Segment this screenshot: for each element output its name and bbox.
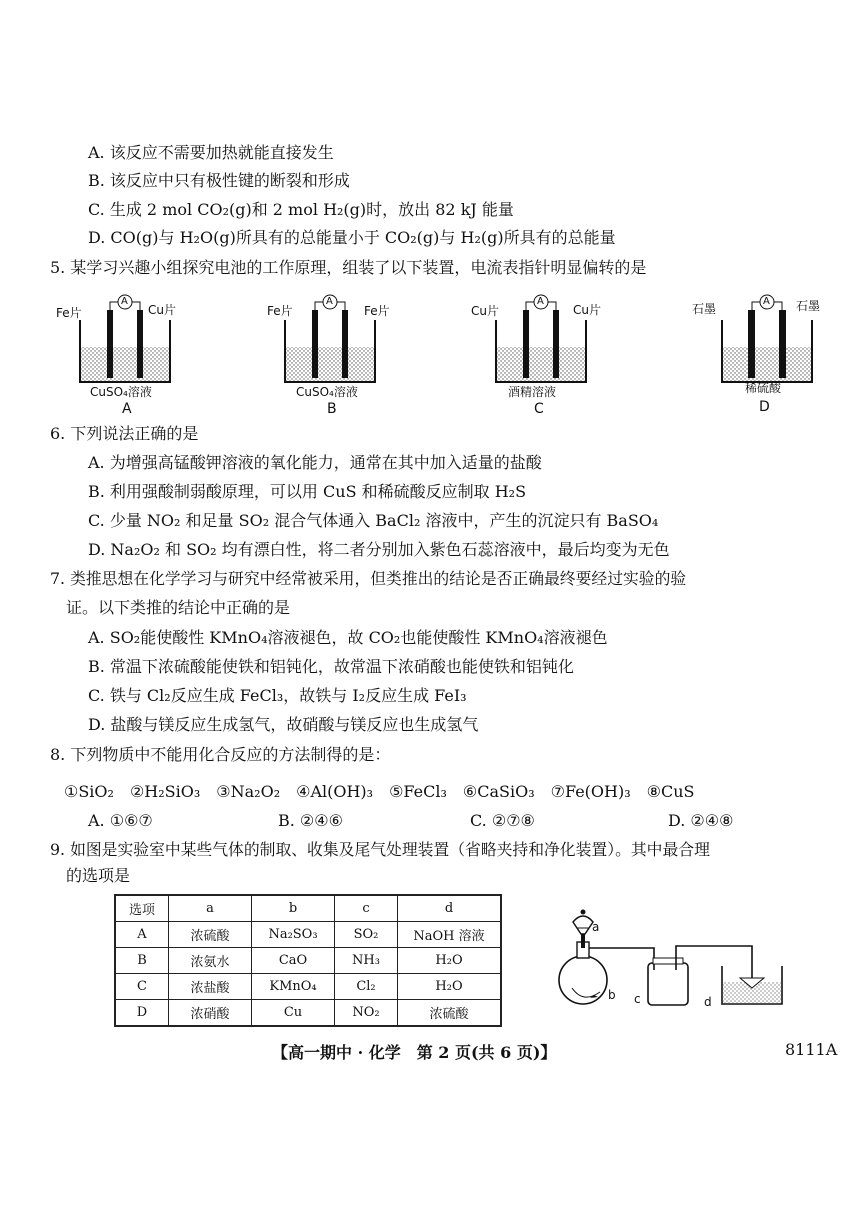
cell-c-left-electrode: Cu片 [471, 304, 499, 318]
table-cell: A [115, 922, 169, 948]
apparatus-label-a: a [592, 920, 600, 934]
cell-d-ammeter-symbol: A [763, 296, 770, 307]
q6-option-d: D. Na₂O₂ 和 SO₂ 均有漂白性，将二者分别加入紫色石蕊溶液中，最后均变为无色 [88, 540, 670, 559]
table-header-cell: c [335, 895, 398, 922]
cell-b-right-electrode: Fe片 [364, 304, 390, 318]
apparatus-label-d: d [704, 995, 712, 1009]
table-cell: NH₃ [335, 948, 398, 974]
q7-option-d: D. 盐酸与镁反应生成氢气，故硝酸与镁反应也生成氢气 [88, 715, 479, 734]
table-cell: B [115, 948, 169, 974]
q4-option-d: D. CO(g)与 H₂O(g)所具有的总能量小于 CO₂(g)与 H₂(g)所具有的总能量 [88, 228, 616, 247]
table-cell: H₂O [398, 948, 502, 974]
q9-stem-line2: 的选项是 [66, 866, 131, 885]
table-cell: Na₂SO₃ [252, 922, 335, 948]
q5-stem: 5. 某学习兴趣小组探究电池的工作原理，组装了以下装置，电流表指针明显偏转的是 [50, 258, 647, 277]
table-header-row [115, 895, 501, 922]
cell-a-left-electrode: Fe片 [56, 306, 82, 320]
q6-option-b: B. 利用强酸制弱酸原理，可以用 CuS 和稀硫酸反应制取 H₂S [88, 482, 527, 501]
table-row [115, 948, 501, 974]
q7-stem-line2: 证。以下类推的结论中正确的是 [66, 598, 291, 617]
q4-option-a: A. 该反应不需要加热就能直接发生 [88, 143, 334, 162]
cell-b-left-electrode: Fe片 [267, 304, 293, 318]
q7-option-b: B. 常温下浓硫酸能使铁和铝钝化，故常温下浓硝酸也能使铁和铝钝化 [88, 657, 574, 676]
q4-option-b: B. 该反应中只有极性键的断裂和形成 [88, 171, 350, 190]
cell-a-letter: A [122, 401, 132, 417]
q6-stem: 6. 下列说法正确的是 [50, 424, 199, 443]
q8-stem: 8. 下列物质中不能用化合反应的方法制得的是： [50, 745, 391, 764]
cell-d-solution: 稀硫酸 [745, 381, 782, 395]
table-cell: 浓硝酸 [169, 1000, 252, 1027]
paper-code: 8111A [785, 1040, 838, 1059]
cell-c-letter: C [534, 401, 544, 417]
page-footer: 【高一期中 · 化学 第 2 页(共 6 页)】 [272, 1043, 557, 1062]
table-row [115, 974, 501, 1000]
apparatus-label-b: b [608, 988, 616, 1002]
q4-option-c: C. 生成 2 mol CO₂(g)和 2 mol H₂(g)时，放出 82 kJ 能量 [88, 200, 514, 219]
cell-c-solution: 酒精溶液 [508, 385, 557, 399]
table-cell: 浓硫酸 [398, 1000, 502, 1027]
cell-b-solution: CuSO₄溶液 [296, 385, 358, 399]
cell-c-ammeter-symbol: A [537, 296, 544, 307]
q6-option-a: A. 为增强高锰酸钾溶液的氧化能力，通常在其中加入适量的盐酸 [88, 453, 542, 472]
table-cell: NaOH 溶液 [398, 922, 502, 948]
cell-b-ammeter-symbol: A [326, 296, 333, 307]
table-cell: Cu [252, 1000, 335, 1027]
table-cell: 浓氨水 [169, 948, 252, 974]
table-cell: KMnO₄ [252, 974, 335, 1000]
table-row [115, 1000, 501, 1027]
q7-option-a: A. SO₂能使酸性 KMnO₄溶液褪色，故 CO₂也能使酸性 KMnO₄溶液褪色 [88, 628, 608, 647]
q7-stem-line1: 7. 类推思想在化学学习与研究中经常被采用，但类推出的结论是否正确最终要经过实验的验 [50, 569, 687, 588]
cell-c-right-electrode: Cu片 [573, 303, 601, 317]
q9-apparatus-diagram [550, 908, 790, 1013]
q8-option-b: B. ②④⑥ [278, 811, 343, 830]
table-header-cell: d [398, 895, 502, 922]
cell-a-ammeter-symbol: A [121, 296, 128, 307]
cell-d-left-electrode: 石墨 [692, 302, 717, 316]
q7-option-c: C. 铁与 Cl₂反应生成 FeCl₃，故铁与 I₂反应生成 FeI₃ [88, 686, 467, 705]
table-cell: 浓盐酸 [169, 974, 252, 1000]
apparatus-label-c: c [634, 992, 641, 1006]
table-row [115, 922, 501, 948]
table-header-cell: b [252, 895, 335, 922]
q9-stem-line1: 9. 如图是实验室中某些气体的制取、收集及尾气处理装置（省略夹持和净化装置）。其中最合理 [50, 840, 710, 859]
table-cell: D [115, 1000, 169, 1027]
table-cell: CaO [252, 948, 335, 974]
cell-d-letter: D [759, 399, 770, 415]
table-header-cell: 选项 [115, 895, 169, 922]
table-header-cell: a [169, 895, 252, 922]
table-cell: SO₂ [335, 922, 398, 948]
cell-d-right-electrode: 石墨 [796, 299, 821, 313]
cell-a-solution: CuSO₄溶液 [90, 385, 152, 399]
table-cell: NO₂ [335, 1000, 398, 1027]
cell-b-letter: B [327, 401, 337, 417]
table-cell: 浓硫酸 [169, 922, 252, 948]
table-cell: H₂O [398, 974, 502, 1000]
q9-options-table [114, 894, 502, 1027]
q6-option-c: C. 少量 NO₂ 和足量 SO₂ 混合气体通入 BaCl₂ 溶液中，产生的沉淀只有 BaSO₄ [88, 511, 659, 530]
table-cell: C [115, 974, 169, 1000]
q8-option-d: D. ②④⑧ [668, 811, 734, 830]
q8-option-c: C. ②⑦⑧ [470, 811, 535, 830]
table-cell: Cl₂ [335, 974, 398, 1000]
q8-option-a: A. ①⑥⑦ [88, 811, 153, 830]
q8-items: ①SiO₂ ②H₂SiO₃ ③Na₂O₂ ④Al(OH)₃ ⑤FeCl₃ ⑥CaSiO₃ ⑦Fe(OH)₃ ⑧CuS [64, 782, 695, 801]
cell-a-right-electrode: Cu片 [148, 303, 176, 317]
